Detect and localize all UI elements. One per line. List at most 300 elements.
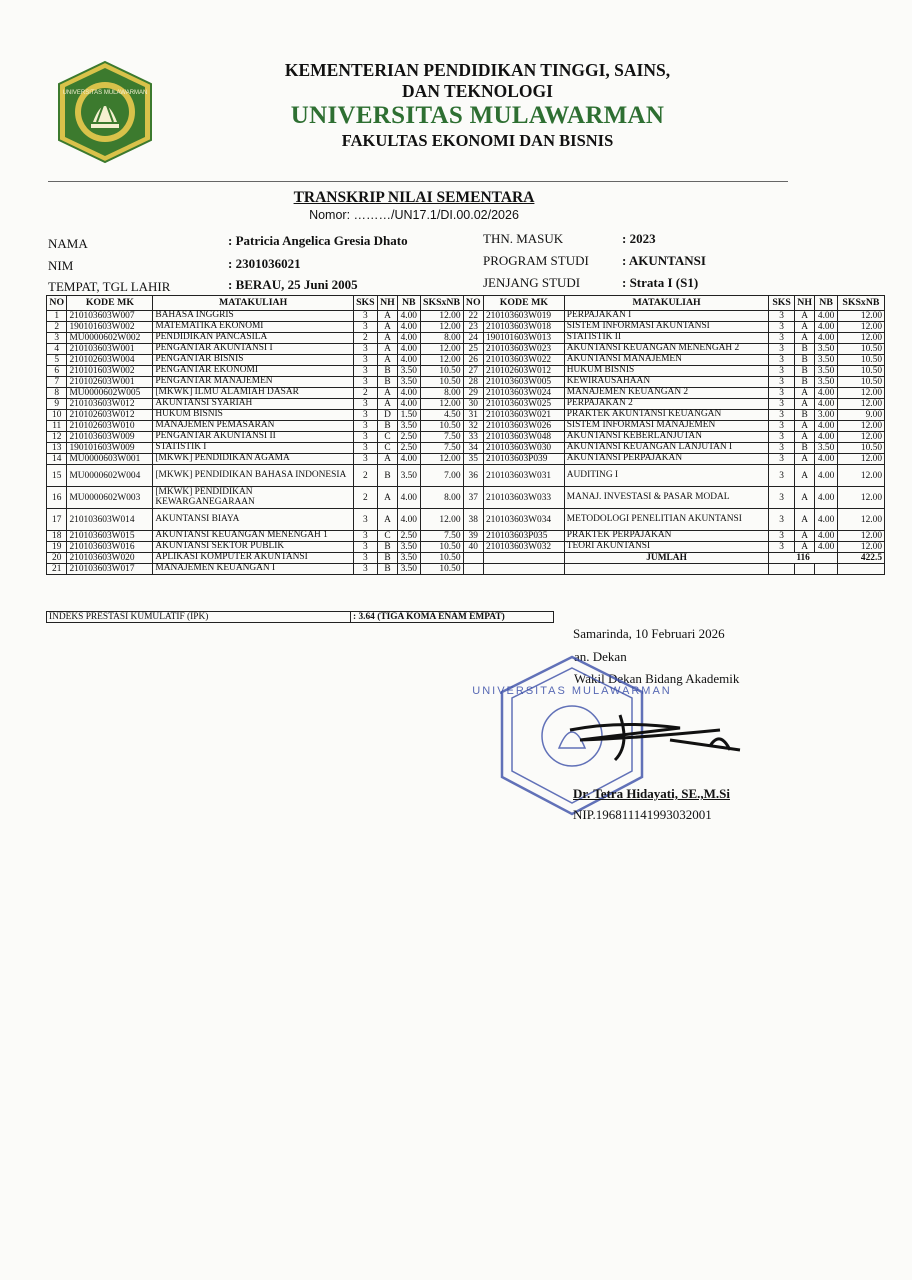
course-grade-point: 3.50 [398,421,421,432]
table-row [47,355,885,366]
nim-label: NIM [48,258,74,273]
course-grade-point: 3.50 [398,542,421,553]
faculty-name: FAKULTAS EKONOMI DAN BISNIS [341,131,614,150]
course-code: 210103603W018 [483,322,564,333]
course-code: 210103603W019 [483,311,564,322]
col-header-nb: NB [815,296,838,311]
col-header-sksxnb: SKSxNB [420,296,463,311]
course-weighted: 12.00 [837,487,884,509]
table-row [47,531,885,542]
course-weighted: 12.00 [420,399,463,410]
row-no: 5 [47,355,67,366]
course-weighted: 10.50 [837,355,884,366]
course-name: AKUNTANSI SEKTOR PUBLIK [153,542,353,553]
signature-scribble-icon [560,700,760,770]
document-title: TRANSKRIP NILAI SEMENTARA [293,189,535,206]
course-weighted: 12.00 [837,432,884,443]
course-weighted: 10.50 [837,366,884,377]
course-name: AKUNTANSI KEUANGAN MENENGAH 1 [153,531,353,542]
course-code: 210102603W012 [483,366,564,377]
course-sks: 2 [353,465,377,487]
course-name: AKUNTANSI KEUANGAN LANJUTAN I [564,443,769,454]
letterhead [240,60,715,152]
header-divider [48,181,788,182]
row-no: 33 [463,432,483,443]
course-grade: A [794,432,814,443]
empty-cell [483,553,564,564]
row-no: 37 [463,487,483,509]
table-row [47,454,885,465]
course-sks: 2 [353,487,377,509]
empty-cell [815,564,838,575]
row-no: 7 [47,377,67,388]
course-sks: 3 [353,355,377,366]
course-weighted: 10.50 [420,564,463,575]
table-row [47,410,885,421]
course-sks: 3 [353,399,377,410]
course-code: 210103603W017 [67,564,153,575]
course-sks: 3 [769,443,795,454]
course-code: MU0000603W001 [67,454,153,465]
col-header-matakuliah: MATAKULIAH [564,296,769,311]
course-grade-point: 4.00 [398,388,421,399]
row-no: 17 [47,509,67,531]
course-grade: A [794,542,814,553]
course-name: PENGANTAR AKUNTANSI I [153,344,353,355]
course-weighted: 7.50 [420,443,463,454]
course-sks: 2 [353,333,377,344]
signatory-name: Dr. Tetra Hidayati, SE.,M.Si [573,786,730,801]
course-code: 210103603W007 [67,311,153,322]
course-code: 210102603W012 [67,410,153,421]
course-sks: 3 [353,432,377,443]
course-grade: A [377,454,397,465]
course-grade: A [794,454,814,465]
course-weighted: 7.50 [420,531,463,542]
course-code: 210103603W005 [483,377,564,388]
course-name: MANAJ. INVESTASI & PASAR MODAL [564,487,769,509]
course-code: MU0000602W005 [67,388,153,399]
course-sks: 3 [353,454,377,465]
course-grade-point: 4.00 [398,333,421,344]
course-sks: 3 [769,421,795,432]
row-no: 20 [47,553,67,564]
course-name: PENGANTAR AKUNTANSI II [153,432,353,443]
row-no: 18 [47,531,67,542]
nim-value: : 2301036021 [228,256,301,271]
total-weighted: 422.5 [837,553,884,564]
course-code: 190101603W013 [483,333,564,344]
course-sks: 3 [769,410,795,421]
course-weighted: 12.00 [837,333,884,344]
table-row [47,333,885,344]
empty-cell [463,564,483,575]
row-no: 15 [47,465,67,487]
table-row [47,388,885,399]
course-sks: 3 [353,564,377,575]
course-grade: B [794,377,814,388]
col-header-nb: NB [398,296,421,311]
row-no: 21 [47,564,67,575]
course-sks: 3 [769,366,795,377]
course-name: AKUNTANSI KEUANGAN MENENGAH 2 [564,344,769,355]
course-grade-point: 4.00 [398,399,421,410]
row-no: 26 [463,355,483,366]
course-grade: A [794,322,814,333]
course-grade: B [377,421,397,432]
course-sks: 3 [769,454,795,465]
course-code: 210103603P039 [483,454,564,465]
course-grade: A [794,487,814,509]
course-weighted: 10.50 [837,377,884,388]
course-name: PENDIDIKAN PANCASILA [153,333,353,344]
course-weighted: 10.50 [420,366,463,377]
course-weighted: 12.00 [837,509,884,531]
course-grade: B [377,564,397,575]
col-header-matakuliah: MATAKULIAH [153,296,353,311]
row-no: 3 [47,333,67,344]
university-name: UNIVERSITAS MULAWARMAN [290,102,665,129]
course-grade: B [794,355,814,366]
table-row [47,564,885,575]
course-grade: A [377,399,397,410]
course-grade-point: 4.00 [815,542,838,553]
course-grade: B [377,366,397,377]
course-grade: C [377,443,397,454]
course-sks: 3 [769,344,795,355]
course-weighted: 10.50 [420,421,463,432]
course-grade-point: 4.00 [815,465,838,487]
row-no: 8 [47,388,67,399]
course-sks: 3 [769,377,795,388]
course-name: MANAJEMEN PEMASARAN [153,421,353,432]
signatory-role: Wakil Dekan Bidang Akademik [574,671,740,686]
course-sks: 3 [353,509,377,531]
course-sks: 3 [353,311,377,322]
nama-label: NAMA [48,236,88,251]
course-grade-point: 4.00 [398,454,421,465]
course-code: 210103603W020 [67,553,153,564]
course-grade: A [794,465,814,487]
course-grade: A [377,388,397,399]
course-grade: A [794,399,814,410]
course-weighted: 12.00 [420,344,463,355]
table-row [47,377,885,388]
course-name: SISTEM INFORMASI AKUNTANSI [564,322,769,333]
col-header-nh: NH [794,296,814,311]
course-name: [MKWK] PENDIDIKAN KEWARGANEGARAAN [153,487,353,509]
col-header-sks: SKS [353,296,377,311]
course-grade-point: 4.00 [398,355,421,366]
row-no: 23 [463,322,483,333]
col-header-nh: NH [377,296,397,311]
course-grade: A [377,509,397,531]
course-code: MU0000602W004 [67,465,153,487]
course-name: PENGANTAR MANAJEMEN [153,377,353,388]
masuk-label: THN. MASUK [483,231,564,246]
col-header-no: NO [463,296,483,311]
empty-cell [463,553,483,564]
course-name: MATEMATIKA EKONOMI [153,322,353,333]
total-label: JUMLAH [564,553,769,564]
course-code: 210103603W015 [67,531,153,542]
course-grade: A [377,355,397,366]
jenjang-value: : Strata I (S1) [622,275,699,290]
table-row [47,553,885,564]
course-name: PRAKTEK PERPAJAKAN [564,531,769,542]
course-name: AKUNTANSI KEBERLANJUTAN [564,432,769,443]
jenjang-label: JENJANG STUDI [483,275,581,290]
course-grade-point: 4.00 [815,388,838,399]
course-weighted: 8.00 [420,388,463,399]
course-sks: 2 [353,388,377,399]
course-grade: B [794,410,814,421]
course-grade: A [377,322,397,333]
empty-cell [769,564,795,575]
course-weighted: 7.00 [420,465,463,487]
ttl-label: TEMPAT, TGL LAHIR [48,279,171,294]
place-date: Samarinda, 10 Februari 2026 [573,626,725,641]
course-sks: 3 [769,322,795,333]
row-no: 12 [47,432,67,443]
course-sks: 3 [769,311,795,322]
course-grade-point: 3.50 [815,366,838,377]
course-name: MANAJEMEN KEUANGAN I [153,564,353,575]
course-code: 210103603P035 [483,531,564,542]
row-no: 30 [463,399,483,410]
course-code: 210103603W022 [483,355,564,366]
table-row [47,443,885,454]
course-sks: 3 [353,421,377,432]
course-grade-point: 3.50 [398,366,421,377]
table-header-row [47,296,885,311]
course-grade: A [794,509,814,531]
course-weighted: 9.00 [837,410,884,421]
course-code: 210103603W031 [483,465,564,487]
row-no: 4 [47,344,67,355]
course-code: 210102603W001 [67,377,153,388]
course-grade: A [794,388,814,399]
course-grade-point: 3.50 [398,465,421,487]
table-row [47,465,885,487]
course-grade-point: 2.50 [398,432,421,443]
course-code: 210103603W016 [67,542,153,553]
course-grade-point: 4.00 [815,322,838,333]
table-row [47,344,885,355]
course-grade-point: 3.50 [398,553,421,564]
course-weighted: 10.50 [837,443,884,454]
table-row [47,421,885,432]
course-grade-point: 4.00 [815,399,838,410]
course-sks: 3 [769,355,795,366]
course-grade-point: 4.00 [398,487,421,509]
course-grade: A [377,333,397,344]
course-weighted: 12.00 [420,322,463,333]
course-sks: 3 [769,399,795,410]
course-grade-point: 2.50 [398,443,421,454]
course-grade-point: 4.00 [815,421,838,432]
document-number: Nomor: ………/UN17.1/DI.00.02/2026 [309,208,519,222]
course-name: [MKWK] PENDIDIKAN AGAMA [153,454,353,465]
course-name: AKUNTANSI SYARIAH [153,399,353,410]
course-grade-point: 4.00 [815,531,838,542]
course-grade-point: 3.50 [815,344,838,355]
row-no: 29 [463,388,483,399]
course-grade-point: 4.00 [815,454,838,465]
table-row [47,399,885,410]
course-grade-point: 1.50 [398,410,421,421]
course-weighted: 12.00 [420,311,463,322]
course-weighted: 12.00 [837,388,884,399]
table-row [47,542,885,553]
course-name: AUDITING I [564,465,769,487]
course-sks: 3 [353,443,377,454]
course-code: 210103603W034 [483,509,564,531]
course-name: [MKWK] PENDIDIKAN BAHASA INDONESIA [153,465,353,487]
course-code: 210103603W009 [67,432,153,443]
row-no: 6 [47,366,67,377]
table-row [47,487,885,509]
row-no: 9 [47,399,67,410]
course-weighted: 12.00 [837,542,884,553]
table-row [47,509,885,531]
course-name: PRAKTEK AKUNTANSI KEUANGAN [564,410,769,421]
row-no: 13 [47,443,67,454]
course-code: 210103603W001 [67,344,153,355]
course-name: AKUNTANSI MANAJEMEN [564,355,769,366]
course-grade-point: 4.00 [815,333,838,344]
course-weighted: 12.00 [837,465,884,487]
course-grade: C [377,531,397,542]
table-row [47,366,885,377]
course-name: PENGANTAR BISNIS [153,355,353,366]
course-sks: 3 [353,344,377,355]
course-code: 210103603W026 [483,421,564,432]
course-sks: 3 [769,388,795,399]
course-weighted: 12.00 [420,355,463,366]
empty-cell [794,564,814,575]
course-grade: B [794,443,814,454]
course-code: MU0000602W002 [67,333,153,344]
signatory-nip: NIP.196811141993032001 [573,807,712,822]
row-no: 24 [463,333,483,344]
course-grade-point: 4.00 [815,487,838,509]
total-sks: 116 [769,553,838,564]
row-no: 25 [463,344,483,355]
row-no: 38 [463,509,483,531]
ttl-value: : BERAU, 25 Juni 2005 [228,277,358,292]
course-grade-point: 3.50 [815,443,838,454]
course-sks: 3 [353,531,377,542]
course-grade-point: 4.00 [398,311,421,322]
course-code: MU0000602W003 [67,487,153,509]
course-weighted: 12.00 [837,322,884,333]
course-code: 210103603W023 [483,344,564,355]
row-no: 1 [47,311,67,322]
col-header-sks: SKS [769,296,795,311]
table-row [47,432,885,443]
course-code: 190101603W002 [67,322,153,333]
course-weighted: 4.50 [420,410,463,421]
course-grade-point: 4.00 [815,432,838,443]
course-grade-point: 3.50 [398,564,421,575]
course-code: 210102603W010 [67,421,153,432]
course-weighted: 12.00 [837,531,884,542]
university-logo-icon [53,60,157,164]
course-code: 210102603W004 [67,355,153,366]
ministry-line2: DAN TEKNOLOGI [402,81,553,101]
course-code: 210103603W012 [67,399,153,410]
course-code: 210103603W024 [483,388,564,399]
course-code: 210101603W002 [67,366,153,377]
course-grade: B [794,366,814,377]
course-grade: A [794,421,814,432]
course-grade-point: 2.50 [398,531,421,542]
row-no: 2 [47,322,67,333]
course-grade-point: 3.50 [398,377,421,388]
nama-value: : Patricia Angelica Gresia Dhato [228,233,408,248]
row-no: 27 [463,366,483,377]
course-name: HUKUM BISNIS [564,366,769,377]
course-weighted: 12.00 [837,454,884,465]
course-weighted: 12.00 [837,399,884,410]
course-name: STATISTIK II [564,333,769,344]
course-name: AKUNTANSI BIAYA [153,509,353,531]
course-name: PENGANTAR EKONOMI [153,366,353,377]
course-sks: 3 [353,553,377,564]
table-row [47,311,885,322]
course-grade-point: 3.50 [815,377,838,388]
row-no: 14 [47,454,67,465]
course-grade: C [377,432,397,443]
course-name: BAHASA INGGRIS [153,311,353,322]
on-behalf-dean: an. Dekan [574,649,627,664]
col-header-sksxnb: SKSxNB [837,296,884,311]
masuk-value: : 2023 [622,231,656,246]
course-grade: B [377,542,397,553]
course-sks: 3 [769,333,795,344]
course-sks: 3 [353,322,377,333]
row-no: 35 [463,454,483,465]
course-code: 210103603W025 [483,399,564,410]
course-weighted: 7.50 [420,432,463,443]
col-header-kode: KODE MK [67,296,153,311]
course-name: AKUNTANSI PERPAJAKAN [564,454,769,465]
course-grade: A [794,531,814,542]
course-sks: 3 [353,377,377,388]
course-weighted: 8.00 [420,487,463,509]
course-grade: A [794,333,814,344]
table-row [47,322,885,333]
course-grade: B [794,344,814,355]
course-weighted: 10.50 [837,344,884,355]
course-weighted: 12.00 [837,311,884,322]
course-grade-point: 4.00 [398,509,421,531]
row-no: 16 [47,487,67,509]
course-name: PERPAJAKAN I [564,311,769,322]
course-sks: 3 [769,465,795,487]
course-weighted: 10.50 [420,542,463,553]
row-no: 11 [47,421,67,432]
col-header-kode: KODE MK [483,296,564,311]
course-name: MANAJEMEN KEUANGAN 2 [564,388,769,399]
empty-cell [564,564,769,575]
course-sks: 3 [353,410,377,421]
empty-cell [483,564,564,575]
course-weighted: 12.00 [837,421,884,432]
course-code: 210103603W014 [67,509,153,531]
course-name: [MKWK] ILMU ALAMIAH DASAR [153,388,353,399]
